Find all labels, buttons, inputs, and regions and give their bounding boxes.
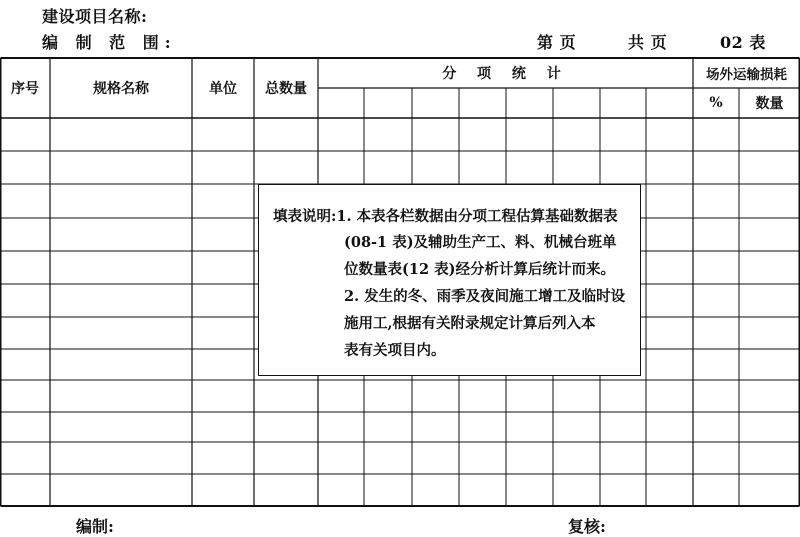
reviewer-label: 复核: <box>568 517 606 536</box>
scope-label: 编 制 范 围: <box>42 33 177 52</box>
column-header-seq: 序号 <box>11 81 39 97</box>
page-number-label: 第 页 <box>537 33 577 52</box>
fill-instructions-box <box>258 184 641 376</box>
column-header-total-qty: 总数量 <box>265 81 307 97</box>
column-header-quantity: 数量 <box>755 96 784 112</box>
note-line-2: (08-1 表)及辅助生产工、料、机械台班单 <box>344 234 617 251</box>
column-header-unit: 单位 <box>209 81 237 97</box>
column-header-transport-loss: 场外运输损耗 <box>706 67 787 83</box>
note-line-3: 位数量表(12 表)经分析计算后统计而来。 <box>344 261 615 278</box>
compiler-label: 编制: <box>76 517 114 536</box>
note-line-4: 2. 发生的冬、雨季及夜间施工增工及临时设 <box>344 288 626 305</box>
note-line-5: 施用工,根据有关附录规定计算后列入本 <box>344 315 596 332</box>
page-total-label: 共 页 <box>628 33 668 52</box>
column-header-percent: % <box>709 95 723 111</box>
note-line-6: 表有关项目内。 <box>344 342 446 359</box>
column-header-breakdown: 分 项 统 计 <box>442 66 569 82</box>
note-line-1: 填表说明:1. 本表各栏数据由分项工程估算基础数据表 <box>273 208 618 225</box>
form-code: 02 表 <box>720 33 766 52</box>
column-header-spec-name: 规格名称 <box>93 81 149 97</box>
project-name-label: 建设项目名称: <box>42 7 148 26</box>
